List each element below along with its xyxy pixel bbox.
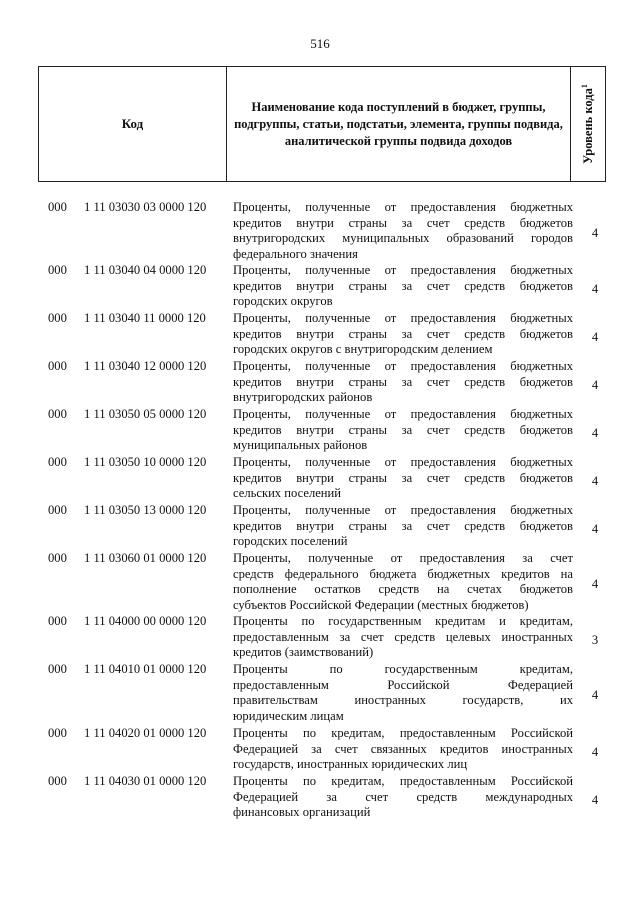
row-description-line: Проценты, полученные от предоставления бюджетных: [233, 455, 573, 469]
row-prefix: 000: [48, 662, 67, 676]
row-level: 4: [591, 226, 599, 241]
row-prefix: 000: [48, 455, 67, 469]
row-description-line: Федерацией за счет связанных кредитов иностранных: [233, 741, 573, 756]
row-level: 4: [591, 329, 599, 344]
row-description-line: внутригородских муниципальных образований городов: [233, 231, 573, 245]
row-description-line: внутригородских районов: [233, 390, 373, 404]
row-level: 4: [591, 425, 599, 440]
row-level: 4: [591, 744, 599, 759]
row-prefix: 000: [48, 726, 67, 740]
header-level-label: Уровень кода: [581, 88, 596, 164]
header-level: [571, 67, 605, 181]
row-prefix: 000: [48, 774, 67, 788]
row-code: 1 11 03050 13 0000 120: [84, 503, 207, 517]
row-level: 4: [591, 521, 599, 536]
row-code: 1 11 04020 01 0000 120: [84, 726, 207, 740]
row-description: [233, 726, 573, 773]
row-prefix: 000: [48, 407, 67, 421]
row-prefix: 000: [48, 551, 67, 565]
row-code: 1 11 03050 10 0000 120: [84, 455, 207, 469]
row-prefix: 000: [48, 503, 67, 517]
row-description-line: сельских поселений: [233, 486, 342, 500]
row-description-line: кредитов внутри страны за счет средств бюджетов: [233, 278, 573, 293]
row-description-line: кредитов внутри страны за счет средств бюджетов: [233, 215, 573, 230]
row-level: 3: [591, 632, 599, 647]
row-code: 1 11 04000 00 0000 120: [84, 614, 207, 628]
row-description-line: муниципальных районов: [233, 438, 368, 452]
row-prefix: 000: [48, 359, 67, 373]
row-description: [233, 662, 573, 724]
row-description-line: Проценты, полученные от предоставления бюджетных: [233, 503, 573, 517]
header-level-footnote: 1: [579, 84, 589, 89]
row-description: [233, 200, 573, 262]
row-code: 1 11 03050 05 0000 120: [84, 407, 207, 421]
row-description-line: городских округов с внутригородским делением: [233, 342, 493, 356]
row-level: 4: [591, 281, 599, 296]
row-description-line: Проценты, полученные от предоставления бюджетных: [233, 311, 573, 325]
row-description-line: предоставленным за счет средств целевых иностранных: [233, 629, 573, 644]
row-description: [233, 503, 573, 550]
row-prefix: 000: [48, 263, 67, 277]
row-description-line: Проценты, полученные от предоставления бюджетных: [233, 263, 573, 277]
row-description-line: кредитов (заимствований): [233, 645, 374, 659]
row-description-line: городских поселений: [233, 534, 348, 548]
row-level: 4: [591, 792, 599, 807]
row-code: 1 11 03040 04 0000 120: [84, 263, 207, 277]
row-description: [233, 614, 573, 661]
row-description-line: Проценты по государственным кредитам и кредитам,: [233, 614, 573, 628]
row-description: [233, 455, 573, 502]
row-description-line: кредитов внутри страны за счет средств бюджетов: [233, 422, 573, 437]
row-description: [233, 359, 573, 406]
row-description-line: Проценты по кредитам, предоставленным Российской: [233, 726, 573, 740]
row-description-line: субъектов Российской Федерации (местных бюджетов): [233, 597, 529, 612]
row-code: 1 11 03040 12 0000 120: [84, 359, 207, 373]
row-prefix: 000: [48, 311, 67, 325]
row-description-line: правительствам иностранных государств, их: [233, 693, 573, 707]
row-description-line: Проценты, полученные от предоставления бюджетных: [233, 359, 573, 373]
row-description-line: Проценты, полученные от предоставления бюджетных: [233, 200, 573, 214]
row-prefix: 000: [48, 200, 67, 214]
header-code: Код: [39, 67, 227, 181]
row-description-line: Проценты, полученные от предоставления за счет: [233, 551, 573, 565]
table-header: [38, 66, 606, 182]
row-description-line: Федерацией за счет средств международных: [233, 789, 573, 804]
row-prefix: 000: [48, 614, 67, 628]
row-description-line: Проценты по кредитам, предоставленным Российской: [233, 774, 573, 788]
row-description-line: пополнение остатков средств на счетах бюджетов: [233, 582, 573, 596]
row-level: 4: [591, 473, 599, 488]
row-code: 1 11 03040 11 0000 120: [84, 311, 206, 325]
row-description-line: городских округов: [233, 294, 333, 308]
row-description-line: предоставленным Российской Федерацией: [233, 677, 573, 692]
row-code: 1 11 03030 03 0000 120: [84, 200, 207, 214]
row-code: 1 11 03060 01 0000 120: [84, 551, 207, 565]
header-name: Наименование кода поступлений в бюджет, группы, подгруппы, статьи, подстатьи, элемента, группы подвида, аналитической группы подвида доходов: [227, 67, 571, 181]
row-description: [233, 407, 573, 454]
row-description: [233, 263, 573, 310]
row-description-line: средств федерального бюджета бюджетных кредитов на: [233, 566, 573, 581]
row-description-line: финансовых организаций: [233, 805, 371, 819]
row-description-line: кредитов внутри страны за счет средств бюджетов: [233, 470, 573, 485]
row-description-line: юридическим лицам: [233, 708, 344, 723]
page-number: 516: [310, 36, 330, 51]
row-level: 4: [591, 577, 599, 592]
row-description: [233, 774, 573, 821]
row-description-line: кредитов внутри страны за счет средств бюджетов: [233, 374, 573, 389]
row-level: 4: [591, 688, 599, 703]
row-code: 1 11 04030 01 0000 120: [84, 774, 207, 788]
row-description: [233, 551, 573, 613]
row-code: 1 11 04010 01 0000 120: [84, 662, 207, 676]
row-description-line: федерального значения: [233, 246, 358, 261]
row-description-line: Проценты по государственным кредитам,: [233, 662, 573, 676]
row-description-line: Проценты, полученные от предоставления бюджетных: [233, 407, 573, 421]
row-description-line: кредитов внутри страны за счет средств бюджетов: [233, 518, 573, 533]
row-description-line: кредитов внутри страны за счет средств бюджетов: [233, 326, 573, 341]
row-description: [233, 311, 573, 358]
row-level: 4: [591, 377, 599, 392]
row-description-line: государств, иностранных юридических лиц: [233, 757, 468, 771]
